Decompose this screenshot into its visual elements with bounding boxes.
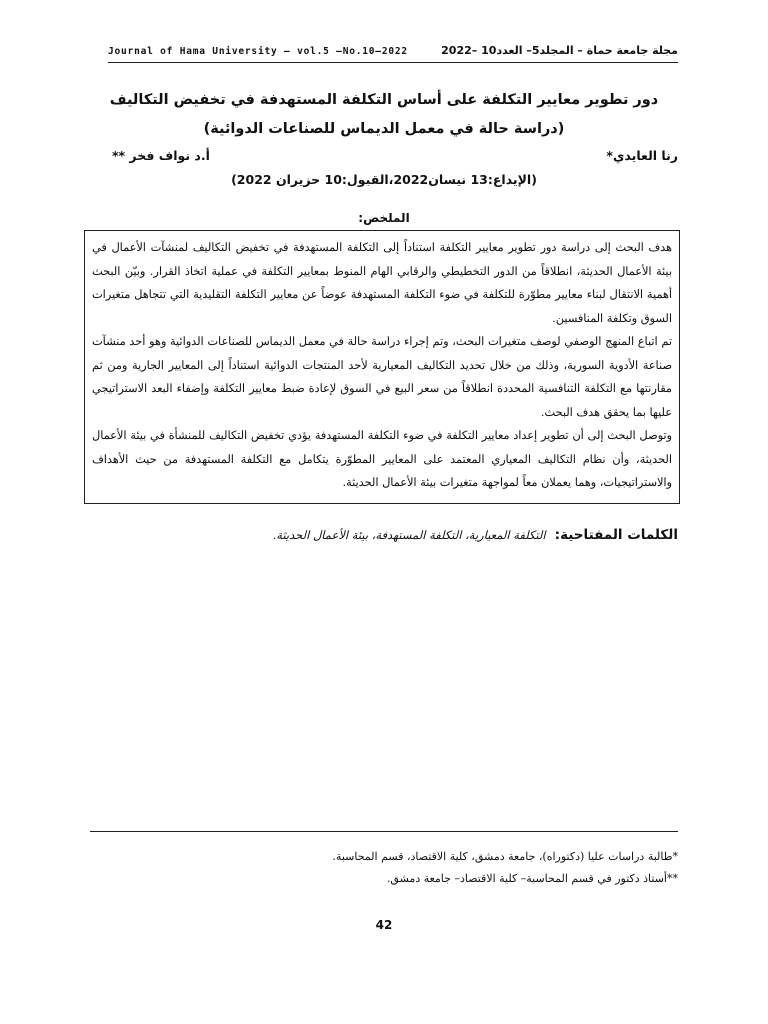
page-number: 42	[375, 918, 393, 932]
paper-title: دور تطوير معايير التكلفة على أساس التكلفة المستهدفة في تخفيض التكاليف	[109, 92, 659, 108]
author-first: رنا العايدي*	[606, 148, 678, 163]
header-rule	[108, 62, 678, 63]
footnote-1: *طالبة دراسات عليا (دكتوراه)، جامعة دمشق، كلية الاقتصاد، قسم المحاسبة.	[332, 850, 678, 863]
submission-dates: (الإيداع:13 نيسان2022،القبول:10 حزيران 2022)	[231, 172, 537, 187]
keywords-label: الكلمات المفتاحية:	[554, 527, 678, 543]
keywords-text: التكلفة المعيارية، التكلفة المستهدفة، بيئة الأعمال الحديثة.	[272, 528, 546, 542]
authors-line	[90, 148, 678, 168]
abstract-paragraph-3: وتوصل البحث إلى أن تطوير إعداد معايير التكلفة في ضوء التكلفة المستهدفة يؤدي تخفيض التكاليف للمنشأة في بيئة الأعمال الحديثة، وأن نظام التكاليف المعياري المعتمد على المعايير المطوّرة يتكامل مع التكلفة المستهدفة من حيث الأهداف والاستراتيجيات، وهما يعملان معاً لمواجهة متغيرات بيئة الأعمال الحديثة.	[92, 429, 672, 489]
running-header	[90, 40, 678, 60]
abstract-box	[84, 230, 680, 504]
footnote-rule	[90, 831, 678, 832]
abstract-paragraph-1: هدف البحث إلى دراسة دور تطوير معايير التكلفة استناداً إلى التكلفة المستهدفة في تخفيض التكاليف لمنشآت الأعمال في بيئة الأعمال الحديثة، انطلاقاً من الدور التخطيطي والرقابي الهام المنوط بمعايير التكلفة في عملية اتخاذ القرار. وبيّن البحث أهمية الانتقال لبناء معايير مطوّرة للتكلفة في ضوء التكلفة المستهدفة عوضاً عن معايير التكلفة التقليدية التي تتجاهل متغيرات السوق وتكلفة المنافسين.	[92, 241, 672, 325]
abstract-paragraph-2: تم اتباع المنهج الوصفي لوصف متغيرات البحث، وتم إجراء دراسة حالة في معمل الديماس للصناعات الدوائية وهو أحد منشآت صناعة الأدوية السورية، وذلك من خلال تحديد التكاليف المعيارية لأحد المنتجات الدوائية استناداً إلى المعايير الجارية ومن ثم مقارنتها مع التكلفة التنافسية المحددة انطلاقاً من سعر البيع في السوق لإعادة ضبط معايير التكلفة وإضفاء البعد الاستراتيجي عليها بما يحقق هدف البحث.	[92, 335, 672, 419]
paper-subtitle: (دراسة حالة في معمل الديماس للصناعات الدوائية)	[203, 121, 565, 137]
journal-name-english: Journal of Hama University – vol.5 –No.10–2022	[108, 46, 408, 57]
journal-name-arabic: مجلة جامعة حماة – المجلد5– العدد10 –2022	[441, 44, 678, 57]
abstract-heading: الملخص:	[358, 211, 410, 225]
author-second: أ.د نواف فخر **	[112, 148, 210, 163]
footnote-2: **أستاذ دكتور في قسم المحاسبة– كلية الاقتصاد– جامعة دمشق.	[386, 872, 678, 885]
keywords-line	[90, 524, 678, 543]
